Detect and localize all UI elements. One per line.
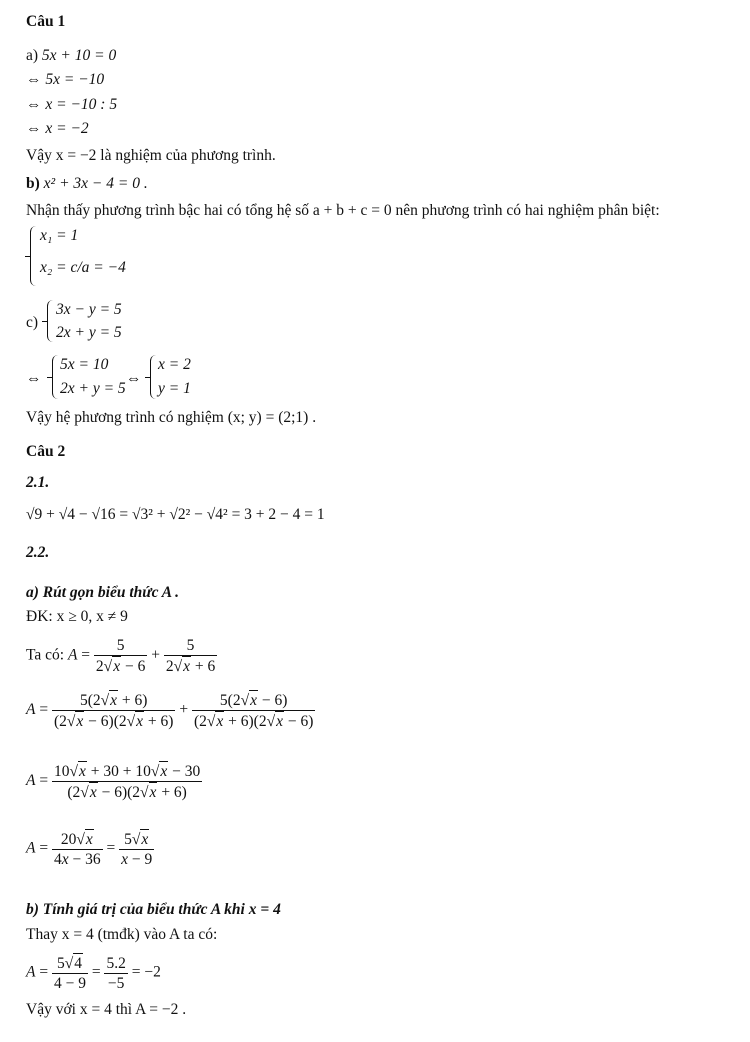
- cau2-eq21: √9 + √4 − √16 = √3² + √2² − √4² = 3 + 2 − 4 = 1: [26, 506, 325, 523]
- cau1-b-text: Nhận thấy phương trình bậc hai có tổng hệ số a + b + c = 0 nên phương trình có hai nghiệm phân biệt:: [26, 202, 660, 219]
- cau2-sub2: 2.2.: [26, 544, 50, 561]
- cau1-c-sys2-1: 5x = 10: [60, 356, 109, 373]
- cau1-c-label: c): [26, 314, 39, 331]
- equiv-arrow-1: ⇔: [26, 370, 42, 387]
- cau1-b-label: b): [26, 175, 40, 192]
- cau1-a-conclusion: Vậy x = −2 là nghiệm của phương trình.: [26, 147, 276, 164]
- cau1-heading: Câu 1: [26, 13, 66, 30]
- cau1-a-eq2: ⇔ 5x = −10: [26, 71, 105, 88]
- cau1-c-conclusion: Vậy hệ phương trình có nghiệm (x; y) = (2;1) .: [26, 409, 317, 426]
- eq-step4: A = $\frac{20√x}{4x - 36}$ = $\frac{5√x}{x - 9}$: [26, 831, 153, 868]
- brace-c2: [52, 355, 60, 399]
- frac-8: $\frac{5√4}{4 - 9}$: [53, 955, 86, 992]
- cau1-a-line1: [26, 46, 116, 66]
- cau1-c-sys2: 2x + y = 5: [56, 324, 122, 341]
- cau1-a-label: a): [26, 47, 39, 64]
- cau2-thay: Thay x = 4 (tmđk) vào A ta có:: [26, 926, 218, 943]
- cau1-c-sys2-2: 2x + y = 5: [60, 380, 126, 397]
- cau1-b-line: [26, 174, 148, 194]
- cau2-final: Vậy với x = 4 thì A = −2 .: [26, 1001, 187, 1018]
- frac-7: $\frac{5√x}{x - 9}$: [121, 831, 153, 868]
- equiv-arrow-2: ⇔: [126, 370, 142, 387]
- cau1-a-eq1: 5x + 10 = 0: [41, 47, 117, 64]
- cau2-heading: Câu 2: [26, 443, 66, 460]
- cau2-sub1: 2.1.: [26, 474, 50, 491]
- frac-1: $\frac{5}{2√x - 6}$: [95, 637, 146, 675]
- brace-c3: [150, 355, 158, 399]
- eq-step3: A = $\frac{10√x + 30 + 10√x - 30}{(2√x - 6)(2√x + 6)}$: [26, 763, 201, 801]
- brace-c1: [47, 300, 55, 342]
- cau2-part-a: a) Rút gọn biểu thức A .: [26, 584, 179, 601]
- frac-6: $\frac{20√x}{4x - 36}$: [53, 831, 101, 868]
- cau2-dk: ĐK: x ≥ 0, x ≠ 9: [26, 608, 128, 625]
- cau1-c-sys3-2: y = 1: [158, 380, 191, 397]
- eq-taco: Ta có: A = $\frac{5}{2√x - 6}$ + $\frac{5}{2√x + 6}$: [26, 637, 216, 675]
- cau2-part-b: b) Tính giá trị của biểu thức A khi x = 4: [26, 901, 281, 918]
- frac-2: $\frac{5}{2√x + 6}$: [165, 637, 216, 675]
- cau1-a-eq4: ⇔ x = −2: [26, 120, 89, 137]
- cau1-b-sys2: x₂ = c/a = −4: [40, 259, 126, 276]
- frac-3: $\frac{5(2√x + 6)}{(2√x - 6)(2√x + 6)}$: [53, 692, 174, 730]
- eq-step2: A = $\frac{5(2√x + 6)}{(2√x - 6)(2√x + 6)}$ + $\frac{5(2√x - 6)}{(2√x + 6)(2√x - 6)}$: [26, 692, 314, 730]
- cau1-c-sys1: 3x − y = 5: [56, 301, 122, 318]
- taco-label: Ta có:: [26, 646, 65, 664]
- eq-value: A = $\frac{5√4}{4 - 9}$ = $\frac{5.2}{-5}$ = −2: [26, 954, 161, 992]
- frac-4: $\frac{5(2√x - 6)}{(2√x + 6)(2√x - 6)}$: [193, 692, 314, 730]
- frac-5: $\frac{10√x + 30 + 10√x - 30}{(2√x - 6)(2√x + 6)}$: [53, 763, 201, 801]
- cau1-b-eq: x² + 3x − 4 = 0 .: [43, 175, 148, 192]
- cau1-b-sys1: x₁ = 1: [40, 227, 79, 244]
- cau1-c-sys3-1: x = 2: [158, 356, 191, 373]
- cau1-a-eq3: ⇔ x = −10 : 5: [26, 96, 118, 113]
- frac-9: $\frac{5.2}{-5}$: [106, 954, 126, 992]
- brace-b: [30, 226, 38, 286]
